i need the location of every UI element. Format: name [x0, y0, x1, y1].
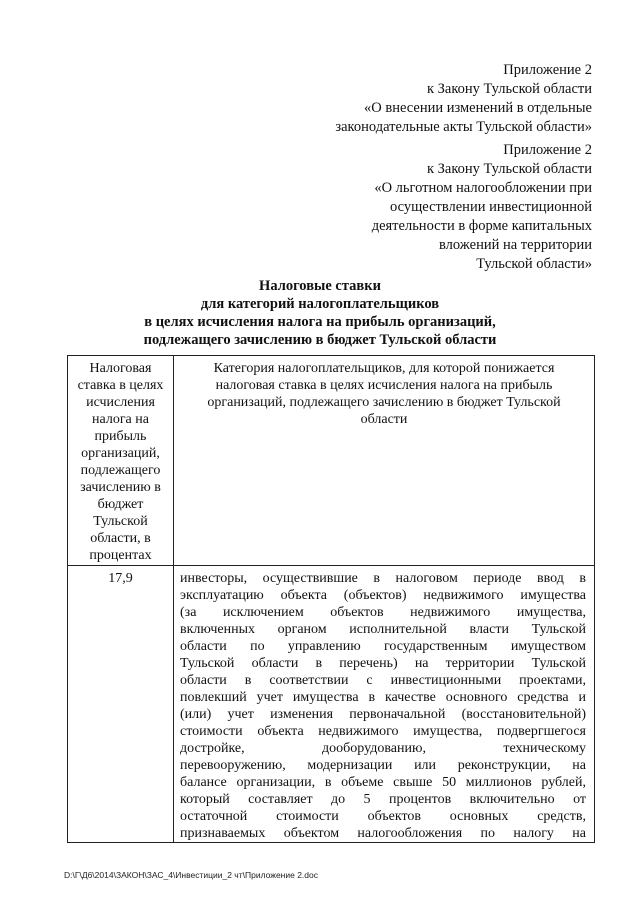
header-category-cell: Категория налогоплательщиков, для которой понижается налоговая ставка в целях исчисления налога на прибыль организаций, подлежащего зачислению в бюджет Тульской области	[174, 356, 595, 566]
appendix-line: Приложение 2	[503, 142, 592, 158]
title-line: для категорий налогоплательщиков	[200, 296, 440, 312]
appendix-line: «О внесении изменений в отдельные	[364, 100, 592, 116]
description-line: перевооружению, модернизации или реконструкции, на	[180, 758, 586, 773]
appendix-line: вложений на территории	[439, 237, 592, 253]
tax-rates-table	[67, 355, 595, 843]
appendix-reference-amending-law	[335, 61, 592, 137]
title-line: в целях исчисления налога на прибыль организаций,	[144, 314, 496, 330]
description-line: Тульской области в перечень) на территории Тульской	[180, 656, 586, 671]
description-line: стоимости объекта недвижимого имущества, подвергшегося	[180, 724, 586, 739]
appendix-line: осуществлении инвестиционной	[390, 199, 592, 215]
title-line: подлежащего зачислению в бюджет Тульской области	[143, 332, 497, 348]
description-line: признаваемых объектом налогообложения по налогу на	[180, 826, 586, 841]
table-header-row	[68, 356, 595, 566]
description-line: области в соответствии с инвестиционными проектами,	[180, 673, 586, 688]
document-title	[0, 277, 640, 349]
appendix-reference-original-law	[372, 141, 592, 274]
description-line: включенных органом исполнительной власти Тульской	[180, 622, 586, 637]
appendix-line: «О льготном налогообложении при	[374, 180, 592, 196]
description-line: достройке, дооборудованию, техническому	[180, 741, 586, 756]
appendix-line: Тульской области»	[476, 256, 592, 272]
description-line: который составляет до 5 процентов включительно от	[180, 792, 586, 807]
description-line: области по управлению государственным имуществом	[180, 639, 586, 654]
description-line: (за исключением объектов недвижимого имущества,	[180, 605, 586, 620]
header-rate-cell: Налоговая ставка в целях исчисления налога на прибыль организаций, подлежащего зачислению в бюджет Тульской области, в процентах	[68, 356, 174, 566]
description-line: эксплуатацию объекта (объектов) недвижимого имущества	[180, 588, 586, 603]
description-line: (или) учет изменения первоначальной (восстановительной)	[180, 707, 586, 722]
description-line: остаточной стоимости объектов основных средств,	[180, 809, 586, 824]
description-line: инвесторы, осуществившие в налоговом периоде ввод в	[180, 571, 586, 586]
appendix-line: к Закону Тульской области	[426, 81, 592, 97]
file-path-footer: D:\Г\Д6\2014\ЗАКОН\ЗАС_4\Инвестиции_2 чт\Приложение 2.doc	[64, 870, 318, 880]
title-line: Налоговые ставки	[259, 278, 381, 294]
category-description-cell	[174, 566, 595, 843]
table-row	[68, 566, 595, 843]
appendix-line: Приложение 2	[503, 62, 592, 78]
description-line: повлекший учет имущества в качестве основного средства и	[180, 690, 586, 705]
appendix-line: деятельности в форме капитальных	[371, 218, 592, 234]
description-line: балансе организации, в объеме свыше 50 миллионов рублей,	[180, 775, 586, 790]
appendix-line: к Закону Тульской области	[426, 161, 592, 177]
appendix-line: законодательные акты Тульской области»	[335, 119, 592, 135]
rate-value-cell: 17,9	[68, 566, 174, 843]
